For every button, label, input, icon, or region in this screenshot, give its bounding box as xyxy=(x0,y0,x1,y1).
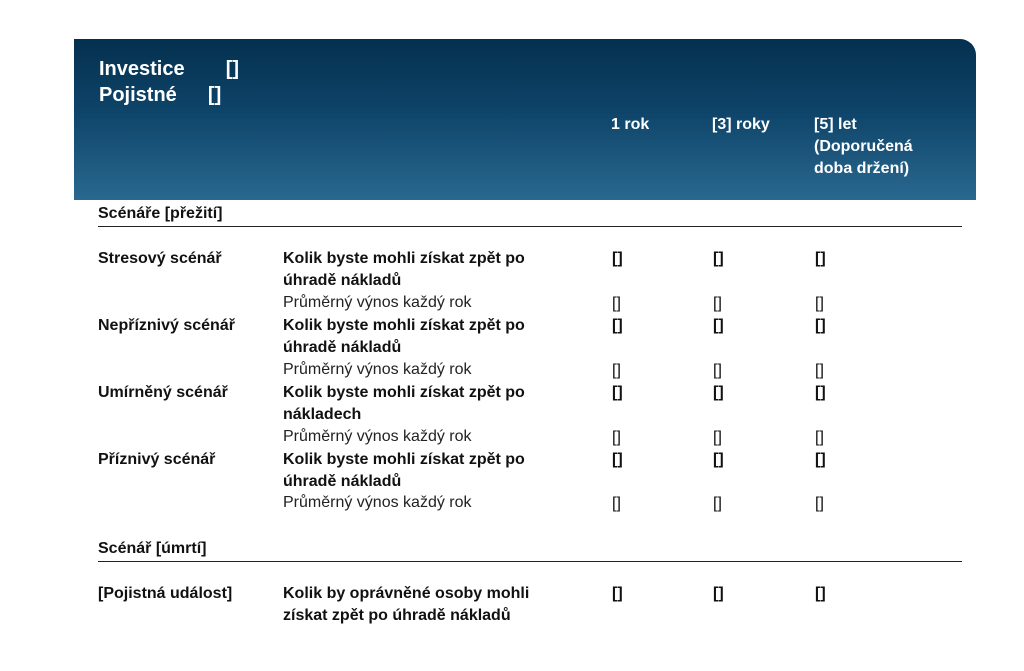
premium-line xyxy=(99,84,221,107)
value-cell: [] xyxy=(612,362,621,379)
value-cell: [] xyxy=(713,250,724,267)
column-header-2: [3] roky xyxy=(712,116,770,133)
value-cell: [] xyxy=(815,384,826,401)
value-cell: [] xyxy=(713,362,722,379)
value-cell: [] xyxy=(713,295,722,312)
row-label-stress: Stresový scénář xyxy=(98,250,222,267)
value-cell: [] xyxy=(713,429,722,446)
row-desc-bold: Kolik byste mohli získat zpět po úhradě nákladů xyxy=(283,250,525,289)
row-desc-bold: Kolik byste mohli získat zpět po úhradě nákladů xyxy=(283,317,525,356)
row-desc-normal: Průměrný výnos každý rok xyxy=(283,428,472,445)
investment-value: [] xyxy=(225,58,240,80)
table-header xyxy=(74,39,976,200)
value-cell: [] xyxy=(815,295,824,312)
value-cell: [] xyxy=(612,250,623,267)
value-cell: [] xyxy=(815,317,826,334)
value-cell: [] xyxy=(612,295,621,312)
premium-value: [] xyxy=(207,84,222,106)
value-cell: [] xyxy=(815,585,826,602)
value-cell: [] xyxy=(612,495,621,512)
value-cell: [] xyxy=(713,317,724,334)
section-death-title: Scénář [úmrtí] xyxy=(98,540,962,562)
value-cell: [] xyxy=(612,429,621,446)
value-cell: [] xyxy=(815,495,824,512)
value-cell: [] xyxy=(713,495,722,512)
row-label-adverse: Nepříznivý scénář xyxy=(98,317,235,334)
value-cell: [] xyxy=(713,384,724,401)
column-header-3: [5] let (Doporučená doba držení) xyxy=(814,116,913,177)
value-cell: [] xyxy=(713,585,724,602)
row-desc-normal: Průměrný výnos každý rok xyxy=(283,361,472,378)
section-survival-title: Scénáře [přežití] xyxy=(98,205,962,227)
value-cell: [] xyxy=(815,362,824,379)
value-cell: [] xyxy=(815,451,826,468)
row-label-moderate: Umírněný scénář xyxy=(98,384,228,401)
row-desc-bold: Kolik byste mohli získat zpět po nákladech xyxy=(283,384,525,423)
value-cell: [] xyxy=(815,429,824,446)
investment-label: Investice xyxy=(99,58,185,80)
row-desc-bold: Kolik by oprávněné osoby mohli získat zpět po úhradě nákladů xyxy=(283,585,530,624)
value-cell: [] xyxy=(815,250,826,267)
row-label-favourable: Příznivý scénář xyxy=(98,451,216,468)
row-desc-normal: Průměrný výnos každý rok xyxy=(283,294,472,311)
investment-line xyxy=(99,58,239,81)
value-cell: [] xyxy=(713,451,724,468)
premium-label: Pojistné xyxy=(99,84,177,106)
value-cell: [] xyxy=(612,317,623,334)
value-cell: [] xyxy=(612,585,623,602)
row-desc-normal: Průměrný výnos každý rok xyxy=(283,494,472,511)
value-cell: [] xyxy=(612,384,623,401)
column-header-1: 1 rok xyxy=(611,116,650,133)
row-desc-bold: Kolik byste mohli získat zpět po úhradě nákladů xyxy=(283,451,525,490)
value-cell: [] xyxy=(612,451,623,468)
row-label-insured-event: [Pojistná událost] xyxy=(98,585,233,602)
